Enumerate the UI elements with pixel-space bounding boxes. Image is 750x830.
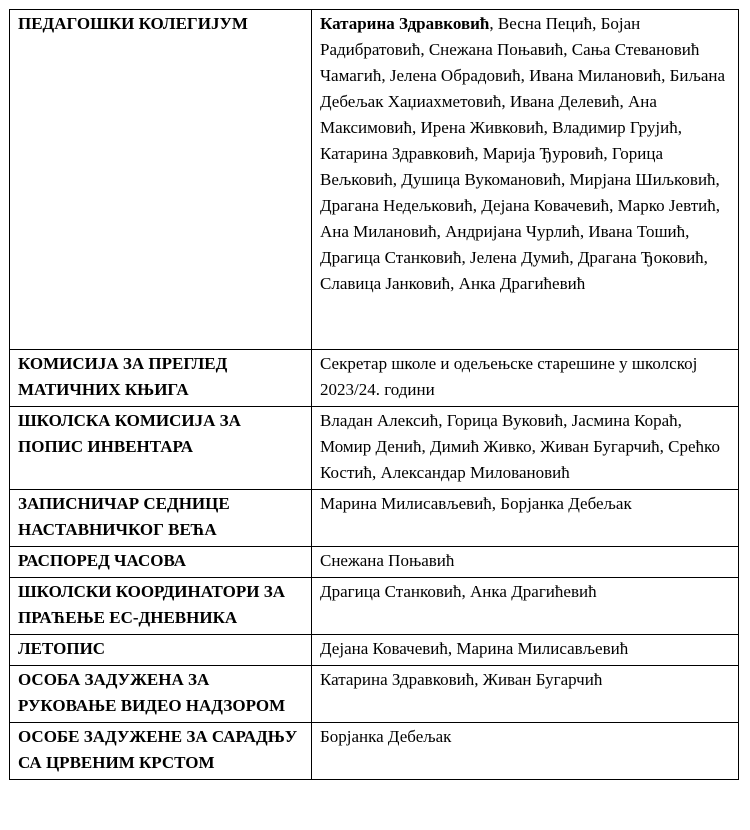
table-row [10,578,739,635]
members-cell: Катарина Здравковић, Живан Бугарчић [312,666,739,723]
members-cell: Владан Алексић, Горица Вуковић, Јасмина Кораћ, Момир Денић, Димић Живко, Живан Бугарчић, Срећко Костић, Александар Миловановић [312,407,739,490]
members-cell: Борјанка Дебељак [312,723,739,780]
members-cell: Снежана Поњавић [312,547,739,578]
role-cell: ЗАПИСНИЧАР СЕДНИЦЕ НАСТАВНИЧКОГ ВЕЋА [10,490,312,547]
role-cell: ШКОЛСКА КОМИСИЈА ЗА ПОПИС ИНВЕНТАРА [10,407,312,490]
table-row [10,547,739,578]
table-row [10,350,739,407]
assignments-table [9,9,739,780]
role-cell: РАСПОРЕД ЧАСОВА [10,547,312,578]
role-cell: ЛЕТОПИС [10,635,312,666]
members-cell: Секретар школе и одељењске старешине у школској 2023/24. години [312,350,739,407]
members-cell: Дејана Ковачевић, Марина Милисављевић [312,635,739,666]
role-cell: ПЕДАГОШКИ КОЛЕГИЈУМ [10,10,312,350]
members-cell: Драгица Станковић, Анка Драгићевић [312,578,739,635]
role-cell: ШКОЛСКИ КООРДИНАТОРИ ЗА ПРАЋЕЊЕ ЕС-ДНЕВНИКА [10,578,312,635]
table-row [10,407,739,490]
table-row [10,635,739,666]
lead-member: Катарина Здравковић [320,14,490,33]
members-cell: Марина Милисављевић, Борјанка Дебељак [312,490,739,547]
table-row [10,666,739,723]
role-cell: КОМИСИЈА ЗА ПРЕГЛЕД МАТИЧНИХ КЊИГА [10,350,312,407]
role-cell: ОСОБЕ ЗАДУЖЕНЕ ЗА САРАДЊУ СА ЦРВЕНИМ КРСТОМ [10,723,312,780]
role-cell: ОСОБА ЗАДУЖЕНА ЗА РУКОВАЊЕ ВИДЕО НАДЗОРОМ [10,666,312,723]
table-row [10,490,739,547]
table-row [10,10,739,350]
table-row [10,723,739,780]
member-list: , Весна Пецић, Бојан Радибратовић, Снежана Поњавић, Сања Стевановић Чамагић, Јелена Обрадовић, Ивана Милановић, Биљана Дебељак Хаџиахметовић, Ивана Делевић, Ана Максимовић, Ирена Живковић, Владимир Грујић, Катарина Здравковић, Марија Ђуровић, Горица Вељковић, Душица Вукомановић, Мирјана Шиљковић, Драгана Недељковић, Дејана Ковачевић, Марко Јевтић, Ана Милановић, Андријана Чурлић, Ивана Тошић, Драгица Станковић, Јелена Думић, Драгана Ђоковић, Славица Јанковић, Анка Драгићевић [320,14,726,293]
members-cell [312,10,739,350]
